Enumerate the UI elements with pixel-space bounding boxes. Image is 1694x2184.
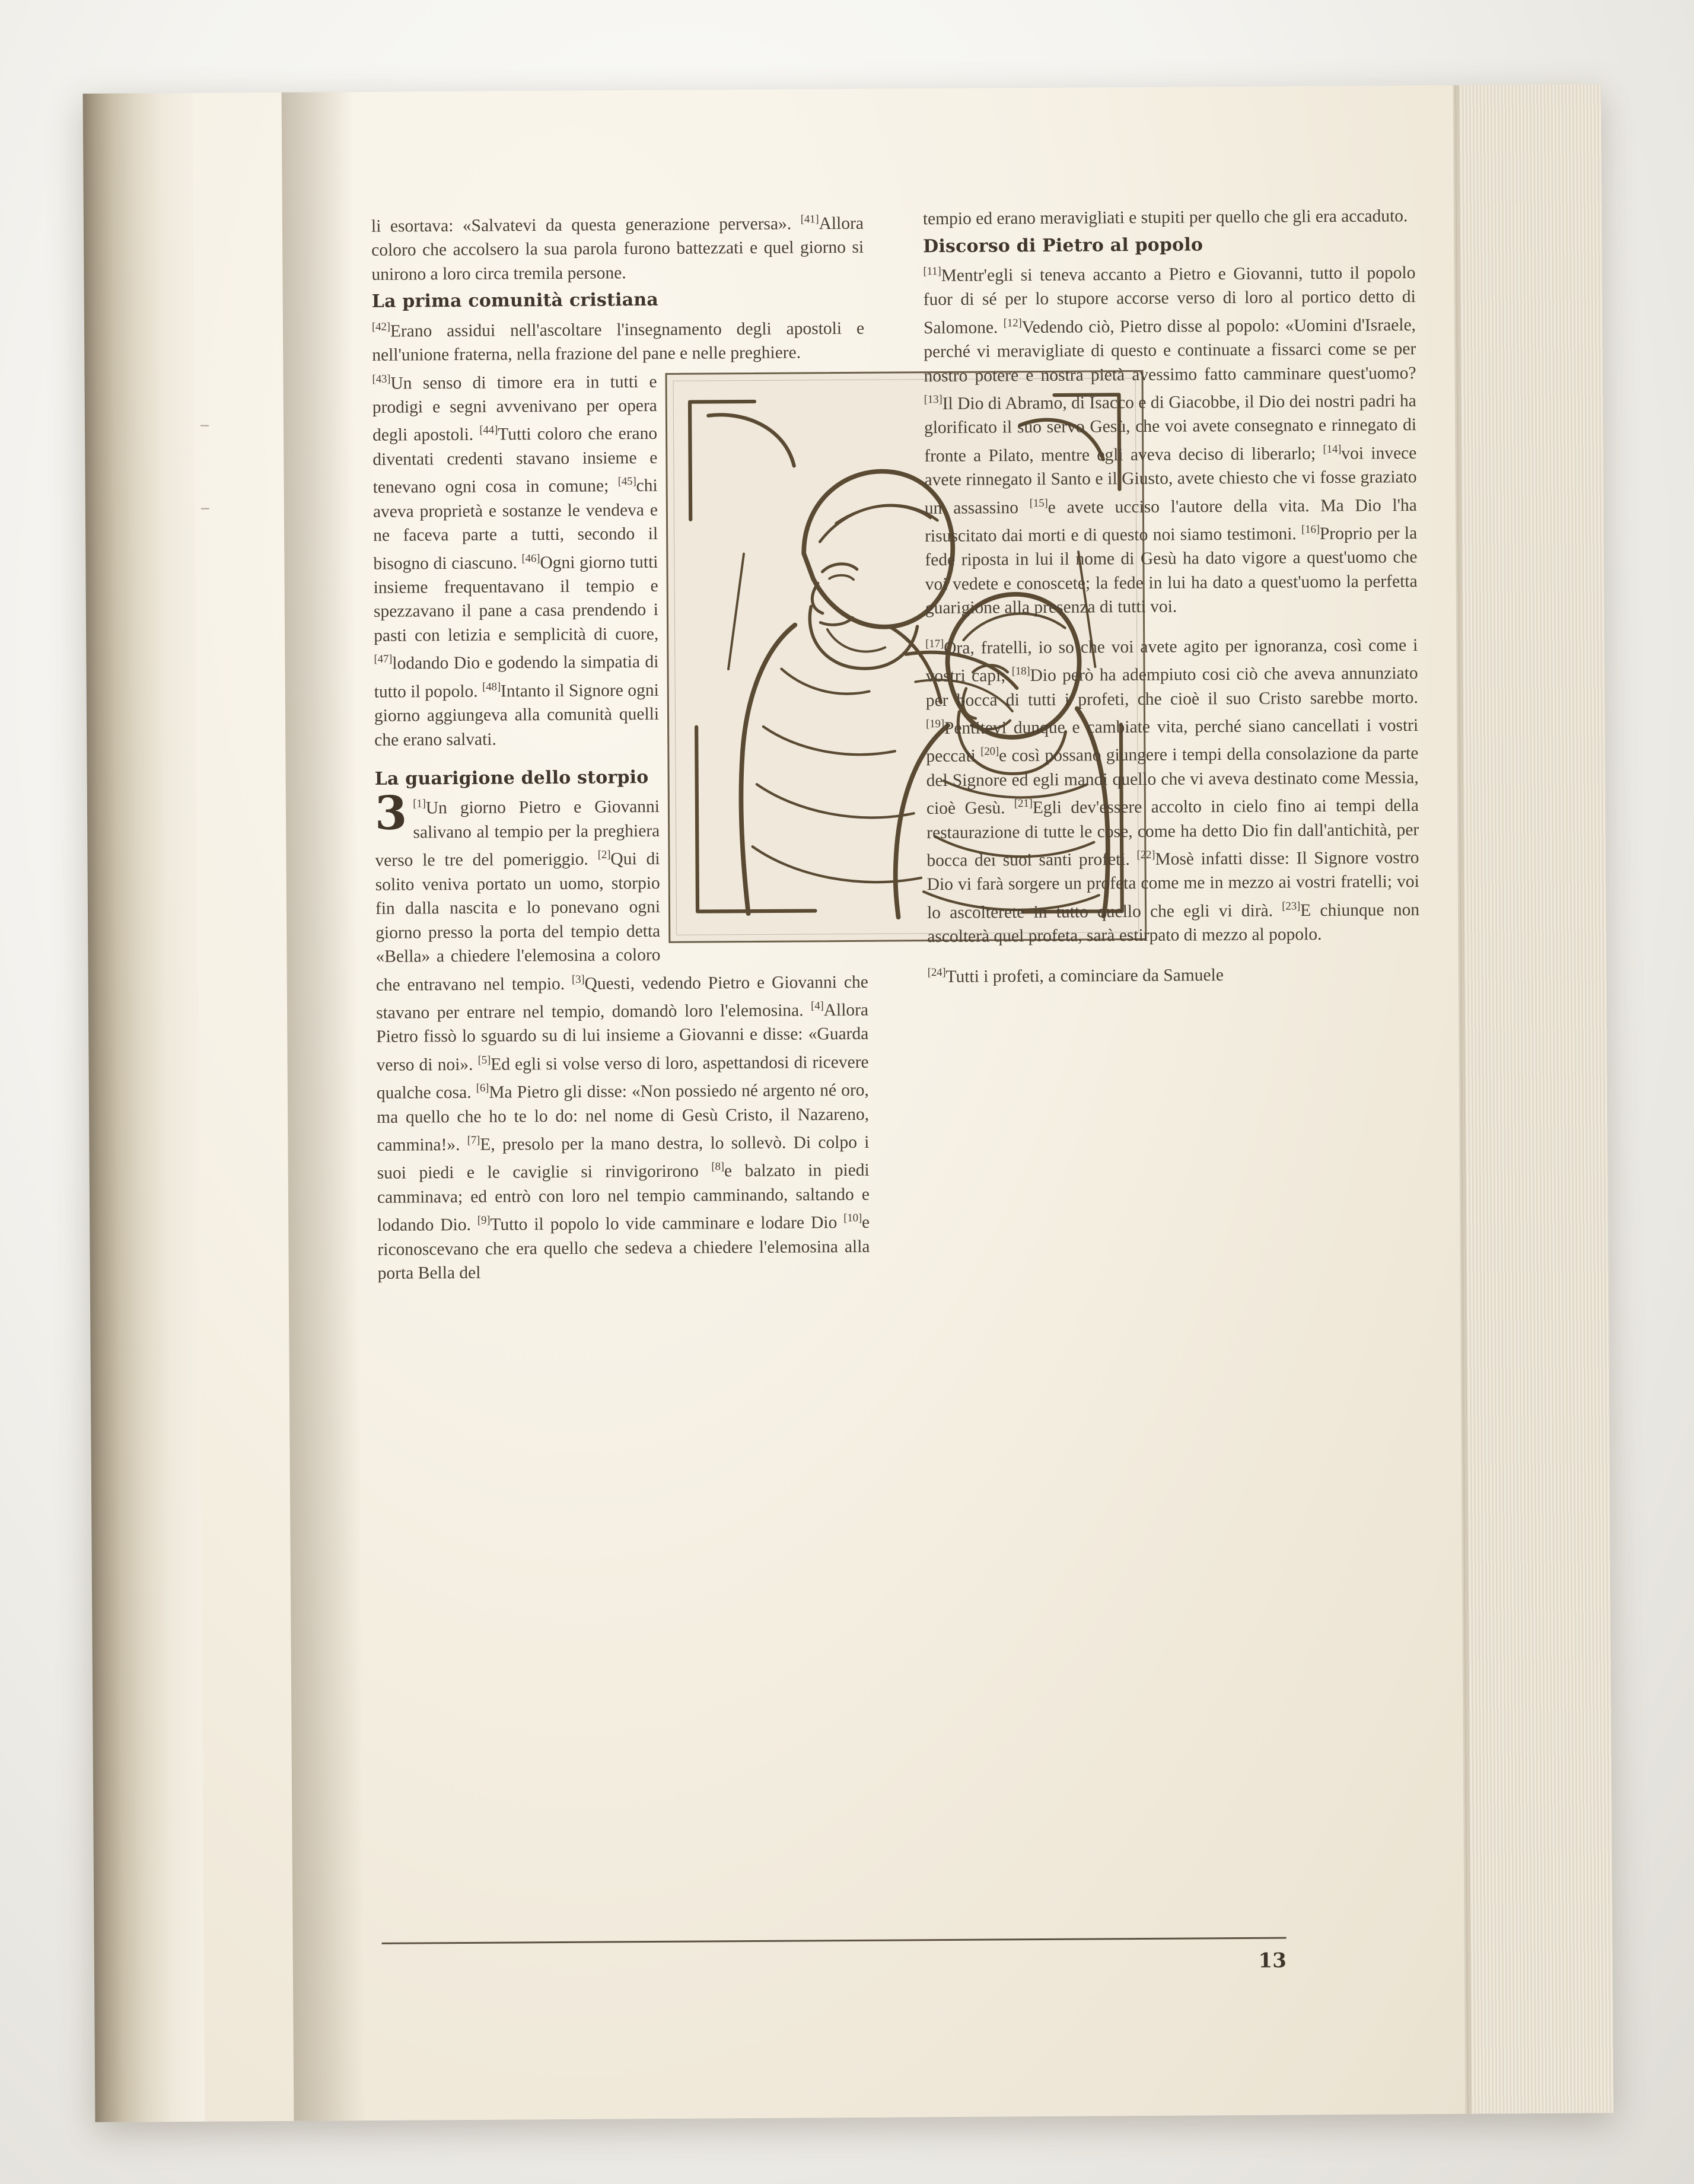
paragraph: li esortava: «Salvatevi da questa generazione perversa». [41]Allora coloro che accolsero la sua parola furono battezzati e quel giorno si unirono a loro circa tremila persone. <box>371 213 864 284</box>
binding-mark <box>200 425 209 426</box>
paragraph: [24]Tutti i profeti, a cominciare da Samuele <box>927 965 1224 986</box>
text-column-right <box>923 204 1426 1921</box>
paragraph: [43]Un senso di timore era in tutti e prodigi e segni avvenivano per opera degli apostoli. [44]Tutti coloro che erano diventati credenti stavano insieme e tenevano ogni cosa in comune; [45]chi aveva proprietà e sostanze le vendeva e ne faceva parte a tutti, secondo il bisogno di ciascuno. [46]Ogni giorno tutti insieme frequentavano il tempio e spezzavano il pane a casa prendendo i pasti con letizia e semplicità di cuore, [47]lodando Dio e godendo la simpatia di tutto il popolo. [48]Intanto il Signore ogni giorno aggiungeva alla comunità quelli che erano salvati. <box>372 372 660 750</box>
section-heading-prima-comunita: La prima comunità cristiana <box>371 289 659 313</box>
page-block-edge <box>1453 84 1614 2113</box>
page-number: 13 <box>1258 1949 1287 1973</box>
section-heading-discorso: Discorso di Pietro al popolo <box>923 234 1203 257</box>
paragraph: [11]Mentr'egli si teneva accanto a Pietro e Giovanni, tutto il popolo fuor di sé per lo stupore accorse verso di loro al portico detto di Salomone. [12]Vedendo ciò, Pietro disse al popolo: «Uomini d'Israele, perché vi meravigliate di questo e continuate a fissarci come se per nostro potere e nostra pietà avessimo fatto camminare quest'uomo? [13]Il Dio di Abramo, di Isacco e di Giacobbe, il Dio dei nostri padri ha glorificato il suo servo Gesù, che voi avete consegnato e rinnegato di fronte a Pilato, mentre egli aveva deciso di liberarlo; [14]voi invece avete rinnegato il Santo e il Giusto, avete chiesto che vi fosse graziato un assassino [15]e avete ucciso l'autore della vita. Ma Dio l'ha risuscitato dai morti e di questo noi siamo testimoni. [16]Proprio per la fede riposta in lui il nome di Gesù ha dato vigore a quest'uomo che voi vedete e conoscete; la fede in lui ha dato a quest'uomo la perfetta guarigione alla presenza di tutti voi. <box>923 263 1418 618</box>
paragraph: [42]Erano assidui nell'ascoltare l'insegnamento degli apostoli e nell'unione fraterna, nella frazione del pane e nelle preghiere. <box>371 319 865 365</box>
paragraph-text: [1]Un giorno Pietro e Giovanni salivano al tempio per la preghiera verso le tre del pomeriggio. [2]Qui di solito veniva portato un uomo, storpio fin dalla nascita e lo ponevano ogni giorno presso la porta del tempio detta «Bella» a chiedere l'elemosina a coloro che entravano nel tempio. [3]Questi, vedendo Pietro e Giovanni che stavano per entrare nel tempio, domandò loro l'elemosina. [4]Allora Pietro fissò lo sguardo su di lui insieme a Giovanni e disse: «Guarda verso di noi». [5]Ed egli si volse verso di loro, aspettandosi di ricevere qualche cosa. [6]Ma Pietro gli disse: «Non possiedo né argento né oro, ma quello che ho te lo do: nel nome di Gesù Cristo, il Nazareno, cammina!». [7]E, presolo per la mano destra, lo sollevò. Di colpo i suoi piedi e le caviglie si rinvigorirono [8]e balzato in piedi camminava; ed entrò con loro nel tempio camminando, saltando e lodando Dio. [9]Tutto il popolo lo vide camminare e lodare Dio [10]e riconoscevano che era quello che sedeva a chiedere l'elemosina alla porta Bella del <box>375 797 870 1283</box>
open-book <box>83 84 1614 2122</box>
section-heading-guarigione: La guarigione dello storpio <box>374 767 649 789</box>
paragraph: [17]Ora, fratelli, io so che voi avete agito per ignoranza, così come i vostri capi; [18]Dio però ha adempiuto cosi ciò che aveva annunziato per bocca di tutti i profeti, che cioè il suo Cristo sarebbe morto. [19]Pentitevi dunque e cambiate vita, perché siano cancellati i vostri peccati [20]e così possano giungere i tempi della consolazione da parte del Signore ed egli mandi quello che vi aveva destinato come Messia, cioè Gesù. [21]Egli dev'essere accolto in cielo fino ai tempi della restaurazione di tutte le cose, come ha detto Dio fin dall'antichità, per bocca dei suoi santi profeti. [22]Mosè infatti disse: Il Signore vostro Dio vi farà sorgere un profeta come me in mezzo ai vostri fratelli; voi lo ascolterete in tutto quello che egli vi dirà. [23]E chiunque non ascolterà quel profeta, sarà estirpato di mezzo al popolo. <box>925 635 1420 947</box>
book-spine-gutter <box>83 93 205 2122</box>
binding-mark <box>201 508 209 510</box>
chapter-drop-cap: 3 <box>374 786 407 841</box>
footer-rule <box>382 1937 1287 1944</box>
page-text-body <box>371 204 1426 1925</box>
text-column-left <box>371 208 874 1925</box>
printed-page <box>193 85 1466 2122</box>
gutter-shadow <box>282 92 365 2121</box>
paragraph: tempio ed erano meravigliati e stupiti per quello che gli era accaduto. <box>922 206 1408 229</box>
